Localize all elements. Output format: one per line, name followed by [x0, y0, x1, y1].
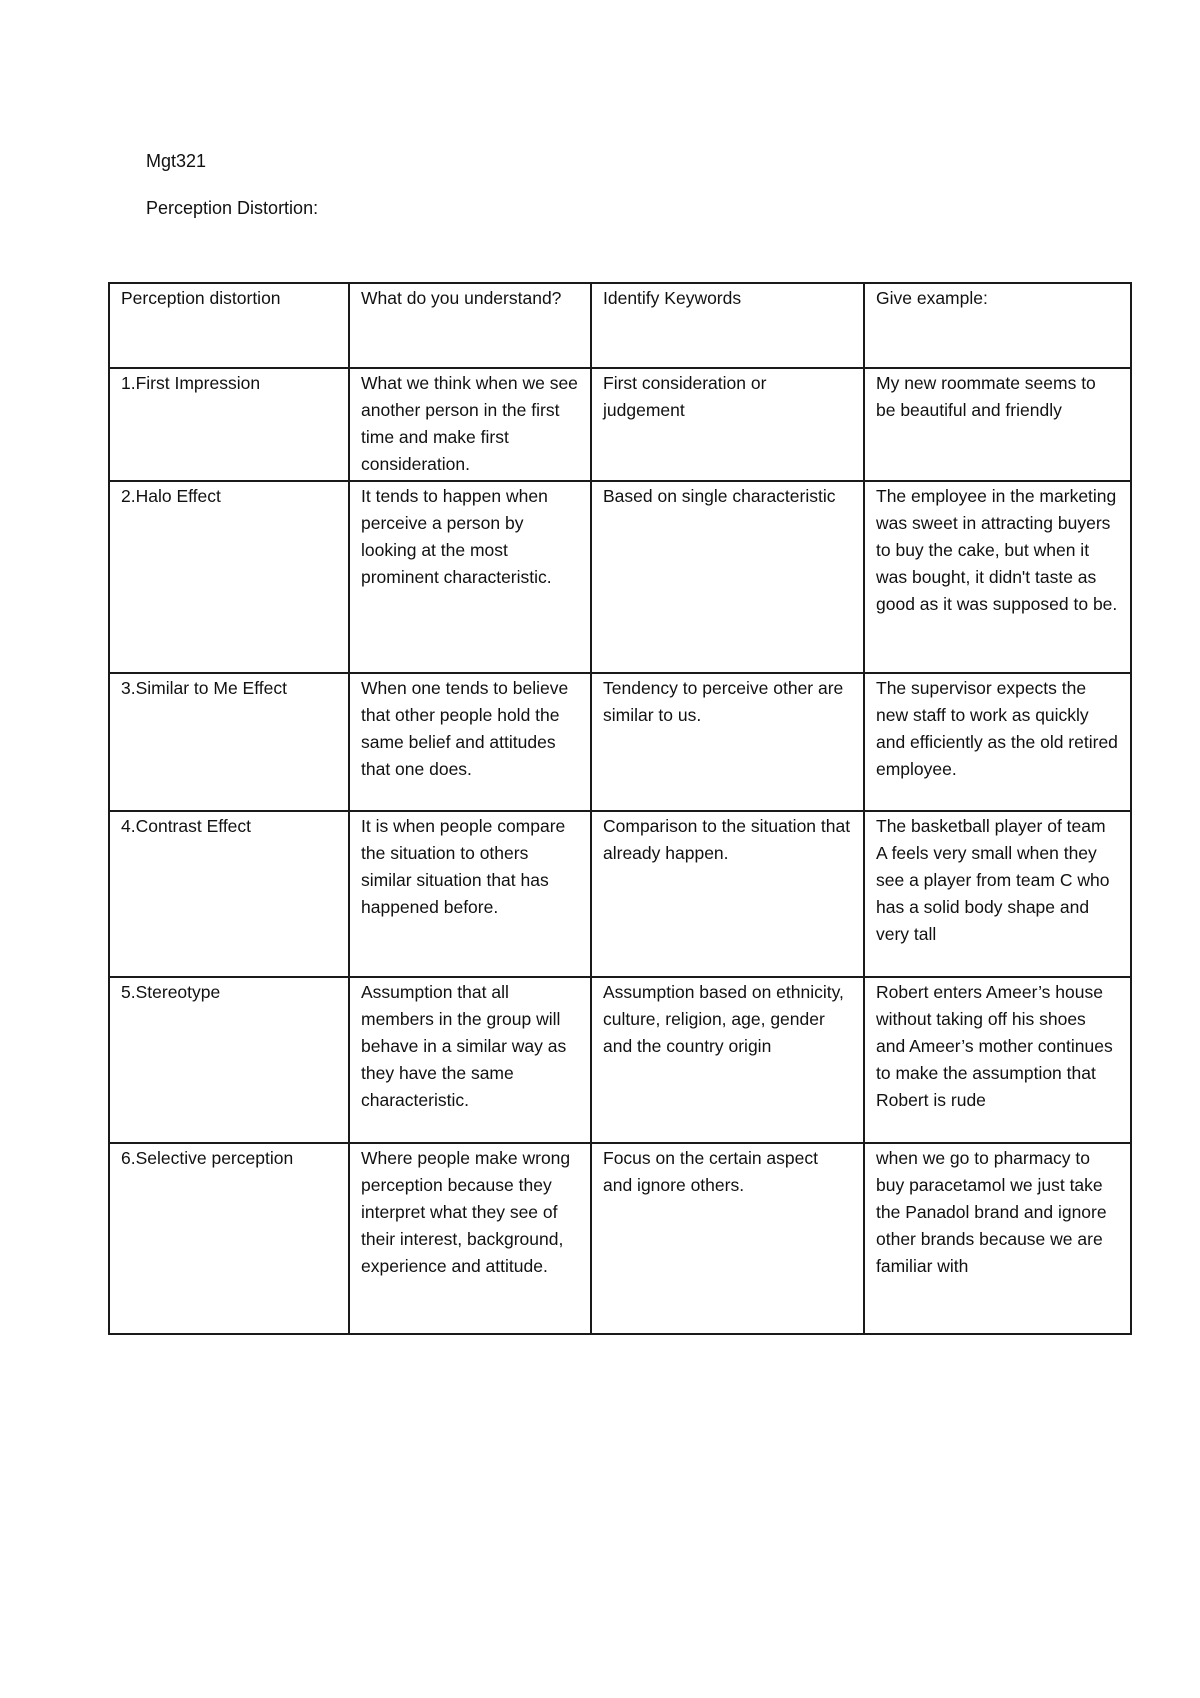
table-row — [109, 977, 1131, 1143]
example-cell: The employee in the marketing was sweet in attracting buyers to buy the cake, but when it was bought, it didn't taste as good as it was supposed to be. — [864, 481, 1131, 673]
distortion-cell: 2.Halo Effect — [109, 481, 349, 673]
keywords-cell: Comparison to the situation that already happen. — [591, 811, 864, 977]
distortion-cell: 1.First Impression — [109, 368, 349, 481]
keywords-cell: First consideration or judgement — [591, 368, 864, 481]
example-cell: The supervisor expects the new staff to work as quickly and efficiently as the old retired employee. — [864, 673, 1131, 811]
understanding-cell: It is when people compare the situation to others similar situation that has happened before. — [349, 811, 591, 977]
understanding-cell: It tends to happen when perceive a person by looking at the most prominent characteristic. — [349, 481, 591, 673]
document-title: Perception Distortion: — [146, 198, 319, 218]
keywords-cell: Based on single characteristic — [591, 481, 864, 673]
understanding-cell: What we think when we see another person in the first time and make first consideration. — [349, 368, 591, 481]
course-code: Mgt321 — [146, 151, 207, 171]
example-cell: The basketball player of team A feels very small when they see a player from team C who has a solid body shape and very tall — [864, 811, 1131, 977]
keywords-cell: Tendency to perceive other are similar to us. — [591, 673, 864, 811]
header-cell-example: Give example: — [864, 283, 1131, 368]
perception-distortion-table — [108, 282, 1132, 1335]
table-row — [109, 368, 1131, 481]
example-cell: when we go to pharmacy to buy paracetamol we just take the Panadol brand and ignore other brands because we are familiar with — [864, 1143, 1131, 1334]
keywords-cell: Focus on the certain aspect and ignore others. — [591, 1143, 864, 1334]
table-row — [109, 481, 1131, 673]
header-cell-distortion: Perception distortion — [109, 283, 349, 368]
table-header-row — [109, 283, 1131, 368]
header-cell-keywords: Identify Keywords — [591, 283, 864, 368]
understanding-cell: When one tends to believe that other people hold the same belief and attitudes that one does. — [349, 673, 591, 811]
example-cell: My new roommate seems to be beautiful and friendly — [864, 368, 1131, 481]
understanding-cell: Where people make wrong perception because they interpret what they see of their interest, background, experience and attitude. — [349, 1143, 591, 1334]
understanding-cell: Assumption that all members in the group will behave in a similar way as they have the same characteristic. — [349, 977, 591, 1143]
distortion-cell: 3.Similar to Me Effect — [109, 673, 349, 811]
table-row — [109, 811, 1131, 977]
distortion-cell: 5.Stereotype — [109, 977, 349, 1143]
example-cell: Robert enters Ameer’s house without taking off his shoes and Ameer’s mother continues to make the assumption that Robert is rude — [864, 977, 1131, 1143]
distortion-cell: 6.Selective perception — [109, 1143, 349, 1334]
keywords-cell: Assumption based on ethnicity, culture, religion, age, gender and the country origin — [591, 977, 864, 1143]
table-row — [109, 1143, 1131, 1334]
header-cell-understand: What do you understand? — [349, 283, 591, 368]
distortion-cell: 4.Contrast Effect — [109, 811, 349, 977]
table-row — [109, 673, 1131, 811]
